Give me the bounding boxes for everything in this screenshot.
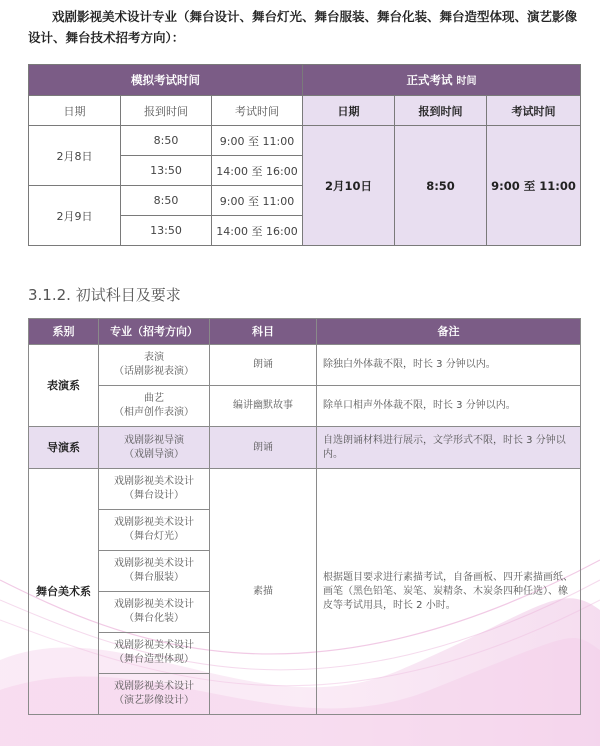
major-cell xyxy=(99,592,210,633)
major-line: （演艺影像设计） xyxy=(114,695,194,706)
mock-exam-time: 14:00 至 16:00 xyxy=(212,156,303,186)
intro-paragraph: 戏剧影视美术设计专业（舞台设计、舞台灯光、舞台服装、舞台化装、舞台造型体现、演艺影像设计、舞台技术招考方向）： xyxy=(28,9,578,45)
subjects-table xyxy=(28,318,581,715)
formal-date: 2月10日 xyxy=(303,126,395,246)
major-line: （舞台服装） xyxy=(124,572,184,583)
dept-performance: 表演系 xyxy=(29,345,99,427)
mock-checkin: 8:50 xyxy=(121,126,212,156)
mock-checkin: 8:50 xyxy=(121,186,212,216)
subject-cell: 素描 xyxy=(210,469,317,715)
major-line: 戏剧影视导演 xyxy=(124,434,184,446)
major-line: （舞台化装） xyxy=(124,613,184,624)
major-line: 戏剧影视美术设计 xyxy=(114,517,194,528)
major-cell xyxy=(99,345,210,386)
major-cell xyxy=(99,510,210,551)
mock-exam-time: 14:00 至 16:00 xyxy=(212,216,303,246)
major-cell xyxy=(99,386,210,427)
formal-exam-header xyxy=(303,65,581,96)
col-checkin: 报到时间 xyxy=(121,96,212,126)
mock-checkin: 13:50 xyxy=(121,216,212,246)
col-checkin-formal: 报到时间 xyxy=(395,96,487,126)
col-major: 专业（招考方向） xyxy=(99,319,210,345)
major-line: （相声创作表演） xyxy=(114,407,194,418)
col-date-formal: 日期 xyxy=(303,96,395,126)
major-line: 表演 xyxy=(144,352,164,363)
mock-exam-header: 模拟考试时间 xyxy=(29,65,303,96)
major-line: （舞台造型体现） xyxy=(114,654,194,665)
col-note: 备注 xyxy=(317,319,581,345)
subject-cell: 朗诵 xyxy=(210,427,317,469)
major-cell xyxy=(99,551,210,592)
col-exam-formal: 考试时间 xyxy=(487,96,581,126)
formal-exam-header-main: 正式考试 xyxy=(406,73,453,87)
col-exam: 考试时间 xyxy=(212,96,303,126)
mock-exam-time: 9:00 至 11:00 xyxy=(212,186,303,216)
formal-exam-header-sub: 时间 xyxy=(456,76,477,87)
col-dept: 系别 xyxy=(29,319,99,345)
major-line: （舞台设计） xyxy=(124,490,184,501)
exam-schedule-table xyxy=(28,64,581,246)
dept-directing: 导演系 xyxy=(29,427,99,469)
formal-exam-time: 9:00 至 11:00 xyxy=(487,126,581,246)
section-title: 3.1.2. 初试科目及要求 xyxy=(28,286,181,304)
subject-cell: 朗诵 xyxy=(210,345,317,386)
major-cell xyxy=(99,674,210,715)
mock-checkin: 13:50 xyxy=(121,156,212,186)
note-cell: 自选朗诵材料进行展示，文学形式不限，时长 3 分钟以内。 xyxy=(317,427,581,469)
major-line: 戏剧影视美术设计 xyxy=(114,558,194,569)
col-date: 日期 xyxy=(29,96,121,126)
mock-date: 2月8日 xyxy=(29,126,121,186)
major-cell xyxy=(99,427,210,469)
major-line: （话剧影视表演） xyxy=(114,366,194,377)
major-line: 戏剧影视美术设计 xyxy=(114,681,194,692)
major-line: （戏剧导演） xyxy=(124,448,184,460)
mock-date: 2月9日 xyxy=(29,186,121,246)
major-cell xyxy=(99,469,210,510)
major-line: 戏剧影视美术设计 xyxy=(114,476,194,487)
mock-exam-time: 9:00 至 11:00 xyxy=(212,126,303,156)
major-line: （舞台灯光） xyxy=(124,531,184,542)
subject-cell: 编讲幽默故事 xyxy=(210,386,317,427)
major-line: 戏剧影视美术设计 xyxy=(114,599,194,610)
dept-stage-art: 舞台美术系 xyxy=(29,469,99,715)
major-cell xyxy=(99,633,210,674)
major-line: 曲艺 xyxy=(144,393,164,404)
note-cell: 根据题目要求进行素描考试，自备画板、四开素描画纸、画笔（黑色铅笔、炭笔、炭精条、木炭条四种任选）、橡皮等考试用具，时长 2 小时。 xyxy=(317,469,581,715)
formal-checkin: 8:50 xyxy=(395,126,487,246)
note-cell: 除单口相声外体裁不限，时长 3 分钟以内。 xyxy=(317,386,581,427)
col-subject: 科目 xyxy=(210,319,317,345)
major-line: 戏剧影视美术设计 xyxy=(114,640,194,651)
note-cell: 除独白外体裁不限，时长 3 分钟以内。 xyxy=(317,345,581,386)
